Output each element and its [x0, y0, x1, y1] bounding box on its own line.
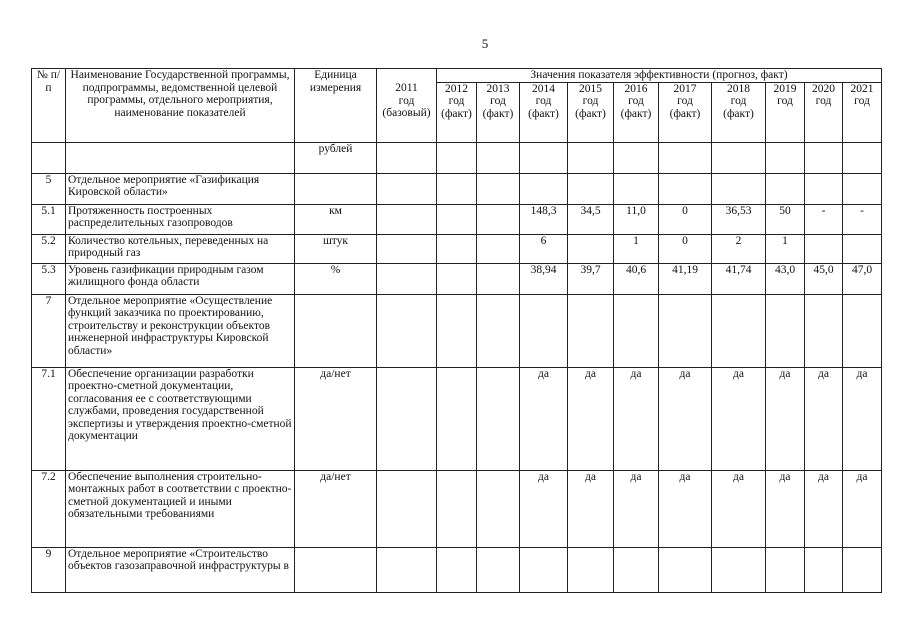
row-number: 5.2: [32, 234, 66, 263]
row-value-2014: [520, 294, 568, 367]
row-value-2017: 0: [659, 204, 712, 234]
row-value-2013: [477, 470, 520, 547]
row-value-2015: 34,5: [568, 204, 614, 234]
header-year-label: 2011: [395, 82, 418, 94]
row-value-2014: 38,94: [520, 263, 568, 294]
header-year-note: год (факт): [441, 95, 472, 120]
row-value-2020: да: [805, 470, 843, 547]
header-year-label: 2013: [486, 82, 510, 95]
row-number: 9: [32, 547, 66, 592]
row-name: Обеспечение организации разработки проектно-сметной документации, согласования ее с соответствующими службами, проведения государственной экспертизы и утверждения проектно-сметной документации: [66, 367, 295, 470]
header-year-note: год: [854, 95, 870, 107]
row-value-2013: [477, 234, 520, 263]
row-name: Отдельное мероприятие «Газификация Кировской области»: [66, 173, 295, 204]
row-value-2019: 1: [766, 234, 805, 263]
row-value-2015: да: [568, 367, 614, 470]
row-value-2017: [659, 173, 712, 204]
row-name: Количество котельных, переведенных на природный газ: [66, 234, 295, 263]
row-value-2021: 47,0: [843, 263, 882, 294]
row-value-2014: 6: [520, 234, 568, 263]
row-value-2017: [659, 142, 712, 173]
row-value-2017: да: [659, 470, 712, 547]
header-year-note: год (факт): [482, 95, 514, 120]
header-year-label: 2015: [579, 82, 602, 95]
table-row: [32, 547, 882, 592]
row-value-2019: [766, 142, 805, 173]
page-number: 5: [481, 36, 489, 51]
row-unit: км: [295, 204, 377, 234]
table-row: [32, 173, 882, 204]
row-value-2016: [614, 142, 659, 173]
row-value-2014: да: [520, 470, 568, 547]
row-unit: да/нет: [295, 367, 377, 470]
row-value-2021: [843, 234, 882, 263]
row-unit: [295, 294, 377, 367]
row-value-2015: [568, 547, 614, 592]
row-value-2011: [377, 234, 437, 263]
row-value-2012: [437, 204, 477, 234]
row-unit: [295, 173, 377, 204]
row-value-2013: [477, 547, 520, 592]
header-year-2020: [805, 82, 843, 142]
row-value-2020: [805, 173, 843, 204]
row-value-2013: [477, 367, 520, 470]
header-year-2021: [843, 82, 882, 142]
row-value-2018: 36,53: [712, 204, 766, 234]
header-year-2014: [520, 82, 568, 142]
table-row: [32, 234, 882, 263]
row-value-2011: [377, 547, 437, 592]
table-row: [32, 470, 882, 547]
row-value-2012: [437, 234, 477, 263]
row-value-2012: [437, 142, 477, 173]
row-value-2019: 43,0: [766, 263, 805, 294]
row-value-2012: [437, 294, 477, 367]
row-value-2012: [437, 367, 477, 470]
header-year-label: 2017: [673, 82, 697, 95]
efficiency-indicators-table: [31, 68, 882, 593]
row-value-2017: [659, 294, 712, 367]
row-unit: [295, 547, 377, 592]
row-unit: %: [295, 263, 377, 294]
row-value-2021: да: [843, 367, 882, 470]
row-value-2020: [805, 547, 843, 592]
row-value-2018: 41,74: [712, 263, 766, 294]
header-year-label: 2016: [624, 82, 648, 95]
row-value-2019: 50: [766, 204, 805, 234]
row-value-2014: [520, 142, 568, 173]
row-value-2011: [377, 263, 437, 294]
row-value-2018: [712, 173, 766, 204]
header-year-label: 2019: [773, 82, 797, 95]
row-value-2013: [477, 294, 520, 367]
row-name: Обеспечение выполнения строительно-монтажных работ в соответствии с проектно-сметной документацией и иными обязательными требованиями: [66, 470, 295, 547]
header-year-note: год (факт): [528, 95, 559, 120]
row-value-2021: да: [843, 470, 882, 547]
header-year-note: год (факт): [575, 95, 606, 120]
row-value-2011: [377, 204, 437, 234]
row-value-2017: [659, 547, 712, 592]
header-row-top: [32, 69, 882, 83]
row-value-2012: [437, 470, 477, 547]
row-value-2015: 39,7: [568, 263, 614, 294]
header-unit: Единица измерения: [295, 69, 377, 143]
row-value-2020: [805, 294, 843, 367]
row-value-2013: [477, 263, 520, 294]
row-value-2020: -: [805, 204, 843, 234]
row-value-2018: [712, 294, 766, 367]
header-year-2015: [568, 82, 614, 142]
row-value-2020: да: [805, 367, 843, 470]
row-value-2011: [377, 367, 437, 470]
row-unit: да/нет: [295, 470, 377, 547]
row-value-2017: 41,19: [659, 263, 712, 294]
row-name: Уровень газификации природным газом жилищного фонда области: [66, 263, 295, 294]
header-year-2012: [437, 82, 477, 142]
row-number: 7.2: [32, 470, 66, 547]
row-value-2019: [766, 294, 805, 367]
header-spacer: [377, 69, 437, 83]
header-year-note: год (базовый): [382, 94, 431, 119]
row-value-2012: [437, 263, 477, 294]
header-year-2011: [377, 82, 437, 142]
header-year-2016: [614, 82, 659, 142]
row-value-2016: да: [614, 367, 659, 470]
row-value-2019: да: [766, 367, 805, 470]
header-year-label: 2018: [727, 82, 750, 95]
row-value-2015: [568, 234, 614, 263]
row-value-2016: да: [614, 470, 659, 547]
row-unit: рублей: [295, 142, 377, 173]
row-value-2021: [843, 547, 882, 592]
row-value-2016: 40,6: [614, 263, 659, 294]
header-year-label: 2020: [812, 82, 835, 95]
row-name: Отдельное мероприятие «Строительство объектов газозаправочной инфраструктуры в: [66, 547, 295, 592]
header-year-note: год (факт): [669, 95, 701, 120]
header-year-note: год (факт): [620, 95, 652, 120]
row-unit: штук: [295, 234, 377, 263]
row-value-2015: [568, 173, 614, 204]
table-row: [32, 263, 882, 294]
row-value-2013: [477, 204, 520, 234]
header-year-label: 2021: [850, 82, 874, 95]
table-row: [32, 142, 882, 173]
row-value-2017: да: [659, 367, 712, 470]
row-value-2013: [477, 142, 520, 173]
row-value-2021: [843, 294, 882, 367]
row-name: Протяженность построенных распределительных газопроводов: [66, 204, 295, 234]
row-value-2014: да: [520, 367, 568, 470]
row-number: 5: [32, 173, 66, 204]
header-year-note: год: [777, 95, 793, 107]
row-value-2019: [766, 547, 805, 592]
row-value-2011: [377, 470, 437, 547]
row-value-2011: [377, 173, 437, 204]
table-row: [32, 204, 882, 234]
header-year-2017: [659, 82, 712, 142]
row-value-2011: [377, 294, 437, 367]
header-year-2013: [477, 82, 520, 142]
row-value-2017: 0: [659, 234, 712, 263]
row-number: 7.1: [32, 367, 66, 470]
row-value-2013: [477, 173, 520, 204]
header-values-title: Значения показателя эффективности (прогноз, факт): [437, 69, 882, 83]
row-name: [66, 142, 295, 173]
row-value-2018: да: [712, 470, 766, 547]
header-no: № п/п: [32, 69, 66, 143]
row-value-2020: [805, 234, 843, 263]
table-row: [32, 294, 882, 367]
row-value-2021: [843, 173, 882, 204]
row-value-2011: [377, 142, 437, 173]
header-year-2018: [712, 82, 766, 142]
row-number: [32, 142, 66, 173]
row-value-2018: [712, 547, 766, 592]
row-value-2018: да: [712, 367, 766, 470]
header-year-note: год: [815, 95, 832, 107]
row-value-2016: 11,0: [614, 204, 659, 234]
row-value-2016: [614, 547, 659, 592]
row-value-2019: [766, 173, 805, 204]
row-value-2015: [568, 142, 614, 173]
header-year-note: год (факт): [723, 95, 754, 120]
row-number: 5.3: [32, 263, 66, 294]
header-year-2019: [766, 82, 805, 142]
header-name: Наименование Государственной программы, подпрограммы, ведомственной целевой программы, отдельного мероприятия, наименование показателей: [66, 69, 295, 143]
row-value-2019: да: [766, 470, 805, 547]
row-number: 5.1: [32, 204, 66, 234]
row-value-2014: [520, 547, 568, 592]
row-value-2020: 45,0: [805, 263, 843, 294]
header-year-label: 2012: [445, 82, 468, 95]
row-value-2016: [614, 173, 659, 204]
row-number: 7: [32, 294, 66, 367]
row-value-2018: 2: [712, 234, 766, 263]
row-value-2012: [437, 547, 477, 592]
row-value-2014: [520, 173, 568, 204]
row-value-2015: да: [568, 470, 614, 547]
table-row: [32, 367, 882, 470]
row-value-2016: [614, 294, 659, 367]
row-value-2020: [805, 142, 843, 173]
row-value-2016: 1: [614, 234, 659, 263]
header-year-label: 2014: [532, 82, 555, 95]
row-value-2015: [568, 294, 614, 367]
row-name: Отдельное мероприятие «Осуществление функций заказчика по проектированию, строительству и реконструкции объектов инженерной инфраструктуры Кировской области»: [66, 294, 295, 367]
row-value-2021: [843, 142, 882, 173]
row-value-2018: [712, 142, 766, 173]
row-value-2012: [437, 173, 477, 204]
row-value-2021: -: [843, 204, 882, 234]
row-value-2014: 148,3: [520, 204, 568, 234]
